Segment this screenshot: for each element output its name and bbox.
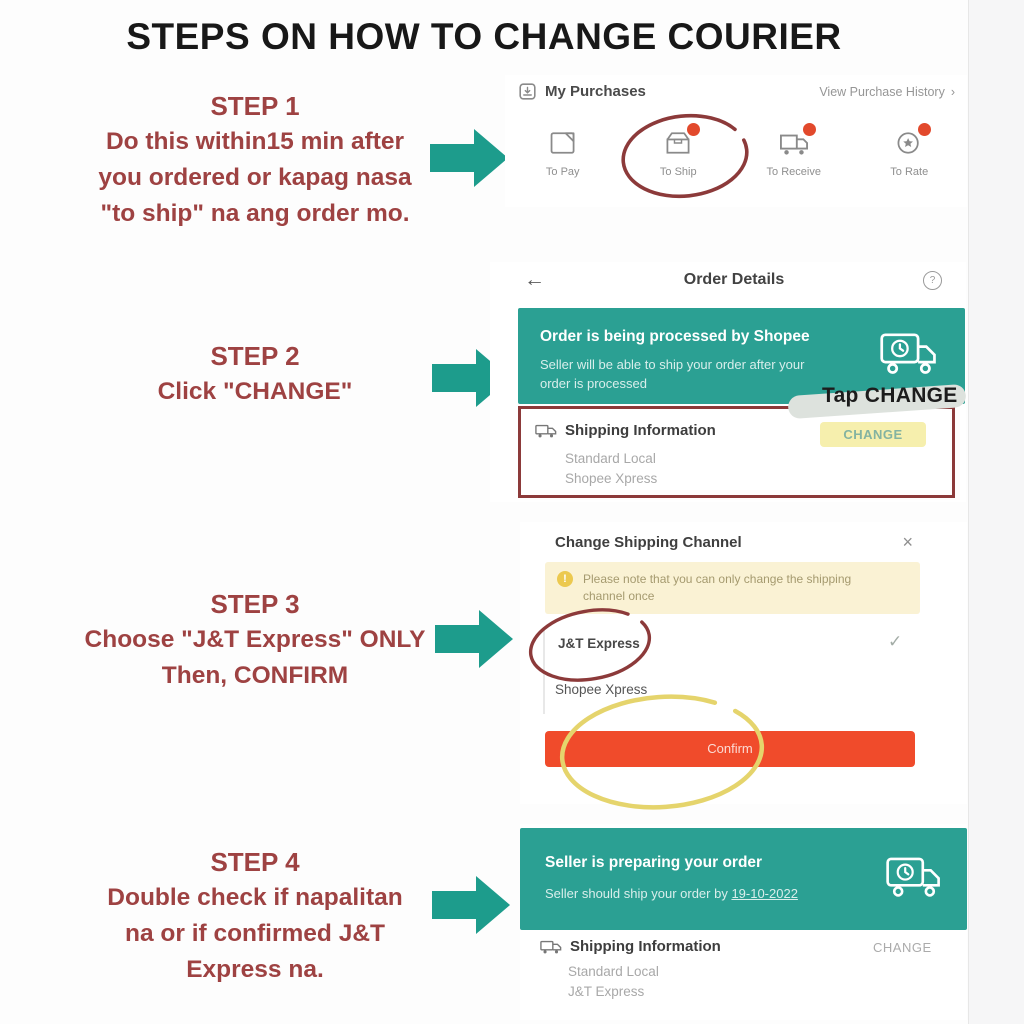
shipping-info-annotation-box xyxy=(518,406,955,498)
jt-express-annotation-circle xyxy=(525,605,655,685)
step-4-line: Double check if napalitan xyxy=(107,884,403,911)
step-2-line: Click "CHANGE" xyxy=(157,378,353,405)
tap-change-annotation: Tap CHANGE xyxy=(822,384,958,407)
step-1-line: you ordered or kapag nasa xyxy=(98,164,412,191)
step-1-label: STEP 1 xyxy=(210,91,300,121)
to-receive-badge xyxy=(801,121,818,138)
step-3-line: Then, CONFIRM xyxy=(161,662,349,689)
tab-to-rate-label: To Rate xyxy=(890,166,929,178)
my-purchases-icon xyxy=(519,83,536,100)
change-shipping-channel-title: Change Shipping Channel xyxy=(555,534,742,551)
step-4-arrow-icon xyxy=(430,874,514,936)
close-icon[interactable]: × xyxy=(902,532,913,552)
banner-subtitle-line1: Seller will be able to ship your order after your xyxy=(540,357,805,372)
page-title: STEPS ON HOW TO CHANGE COURIER xyxy=(126,16,842,57)
my-purchases-title: My Purchases xyxy=(545,83,646,100)
step-4-line: Express na. xyxy=(186,956,324,983)
page-margin xyxy=(968,0,1024,1024)
shipping-courier: J&T Express xyxy=(568,984,645,999)
step-1-arrow-icon xyxy=(428,127,512,189)
shipping-method: Standard Local xyxy=(565,451,656,466)
preparing-banner xyxy=(520,828,967,930)
banner-subtitle-line2: order is processed xyxy=(540,376,647,391)
order-details-title: Order Details xyxy=(683,271,785,288)
shipping-truck-icon xyxy=(879,330,939,376)
chevron-right-icon: › xyxy=(950,84,955,99)
back-icon[interactable]: ← xyxy=(524,268,545,291)
screenshot-order-details xyxy=(490,262,966,502)
step-1-line: "to ship" na ang order mo. xyxy=(100,200,410,227)
step-4-line: na or if confirmed J&T xyxy=(124,920,385,947)
shipping-truck-icon xyxy=(885,854,943,899)
shipping-information-row xyxy=(540,938,721,955)
shipping-courier: Shopee Xpress xyxy=(565,471,658,486)
change-button[interactable]: CHANGE xyxy=(873,940,932,955)
tab-to-receive-label: To Receive xyxy=(766,166,821,178)
shipping-information-row xyxy=(535,422,716,439)
step-1-text xyxy=(55,88,455,232)
tab-to-receive[interactable] xyxy=(736,127,852,178)
step-4-label: STEP 4 xyxy=(210,847,300,877)
to-rate-badge xyxy=(916,121,933,138)
step-1-line: Do this within15 min after xyxy=(105,128,405,155)
tab-to-ship-label: To Ship xyxy=(659,166,697,178)
truck-icon xyxy=(535,423,557,439)
option-shopee-xpress[interactable]: Shopee Xpress xyxy=(555,682,648,697)
step-3-line: Choose "J&T Express" ONLY xyxy=(84,626,426,653)
step-4-text xyxy=(55,844,455,988)
confirm-button[interactable]: Confirm xyxy=(545,731,915,767)
notice-icon: ! xyxy=(557,571,573,587)
check-icon: ✓ xyxy=(888,632,903,651)
truck-icon xyxy=(540,939,562,955)
banner-title: Seller is preparing your order xyxy=(545,854,763,871)
step-3-text xyxy=(55,586,455,694)
step-3-arrow-icon xyxy=(433,608,517,670)
shipping-information-title: Shipping Information xyxy=(570,938,721,955)
banner-subtitle xyxy=(545,884,798,903)
step-2-text xyxy=(55,338,455,410)
ship-by-text: Seller should ship your order by xyxy=(545,886,732,901)
to-pay-icon xyxy=(548,129,578,157)
tab-to-pay-label: To Pay xyxy=(545,166,580,178)
step-2-label: STEP 2 xyxy=(210,341,300,371)
tab-to-rate[interactable] xyxy=(852,127,968,178)
notice-line2: channel once xyxy=(583,589,655,603)
confirm-annotation-circle xyxy=(555,692,770,812)
screenshot-my-purchases xyxy=(505,75,967,207)
shipping-method: Standard Local xyxy=(568,964,659,979)
screenshot-order-updated xyxy=(520,824,967,1020)
step-3-label: STEP 3 xyxy=(210,589,300,619)
help-icon[interactable]: ? xyxy=(923,271,942,290)
tab-to-pay[interactable] xyxy=(505,127,621,178)
notice-line1: Please note that you can only change the shipping xyxy=(583,572,852,586)
view-purchase-history-link[interactable] xyxy=(819,85,955,99)
to-ship-annotation-circle xyxy=(617,108,753,204)
ship-by-date: 19-10-2022 xyxy=(731,886,798,901)
view-purchase-history-label: View Purchase History xyxy=(819,84,945,99)
change-button[interactable]: CHANGE xyxy=(820,422,926,447)
option-jt-express[interactable]: J&T Express xyxy=(558,636,640,651)
banner-title: Order is being processed by Shopee xyxy=(540,328,810,345)
shipping-information-title: Shipping Information xyxy=(565,422,716,439)
